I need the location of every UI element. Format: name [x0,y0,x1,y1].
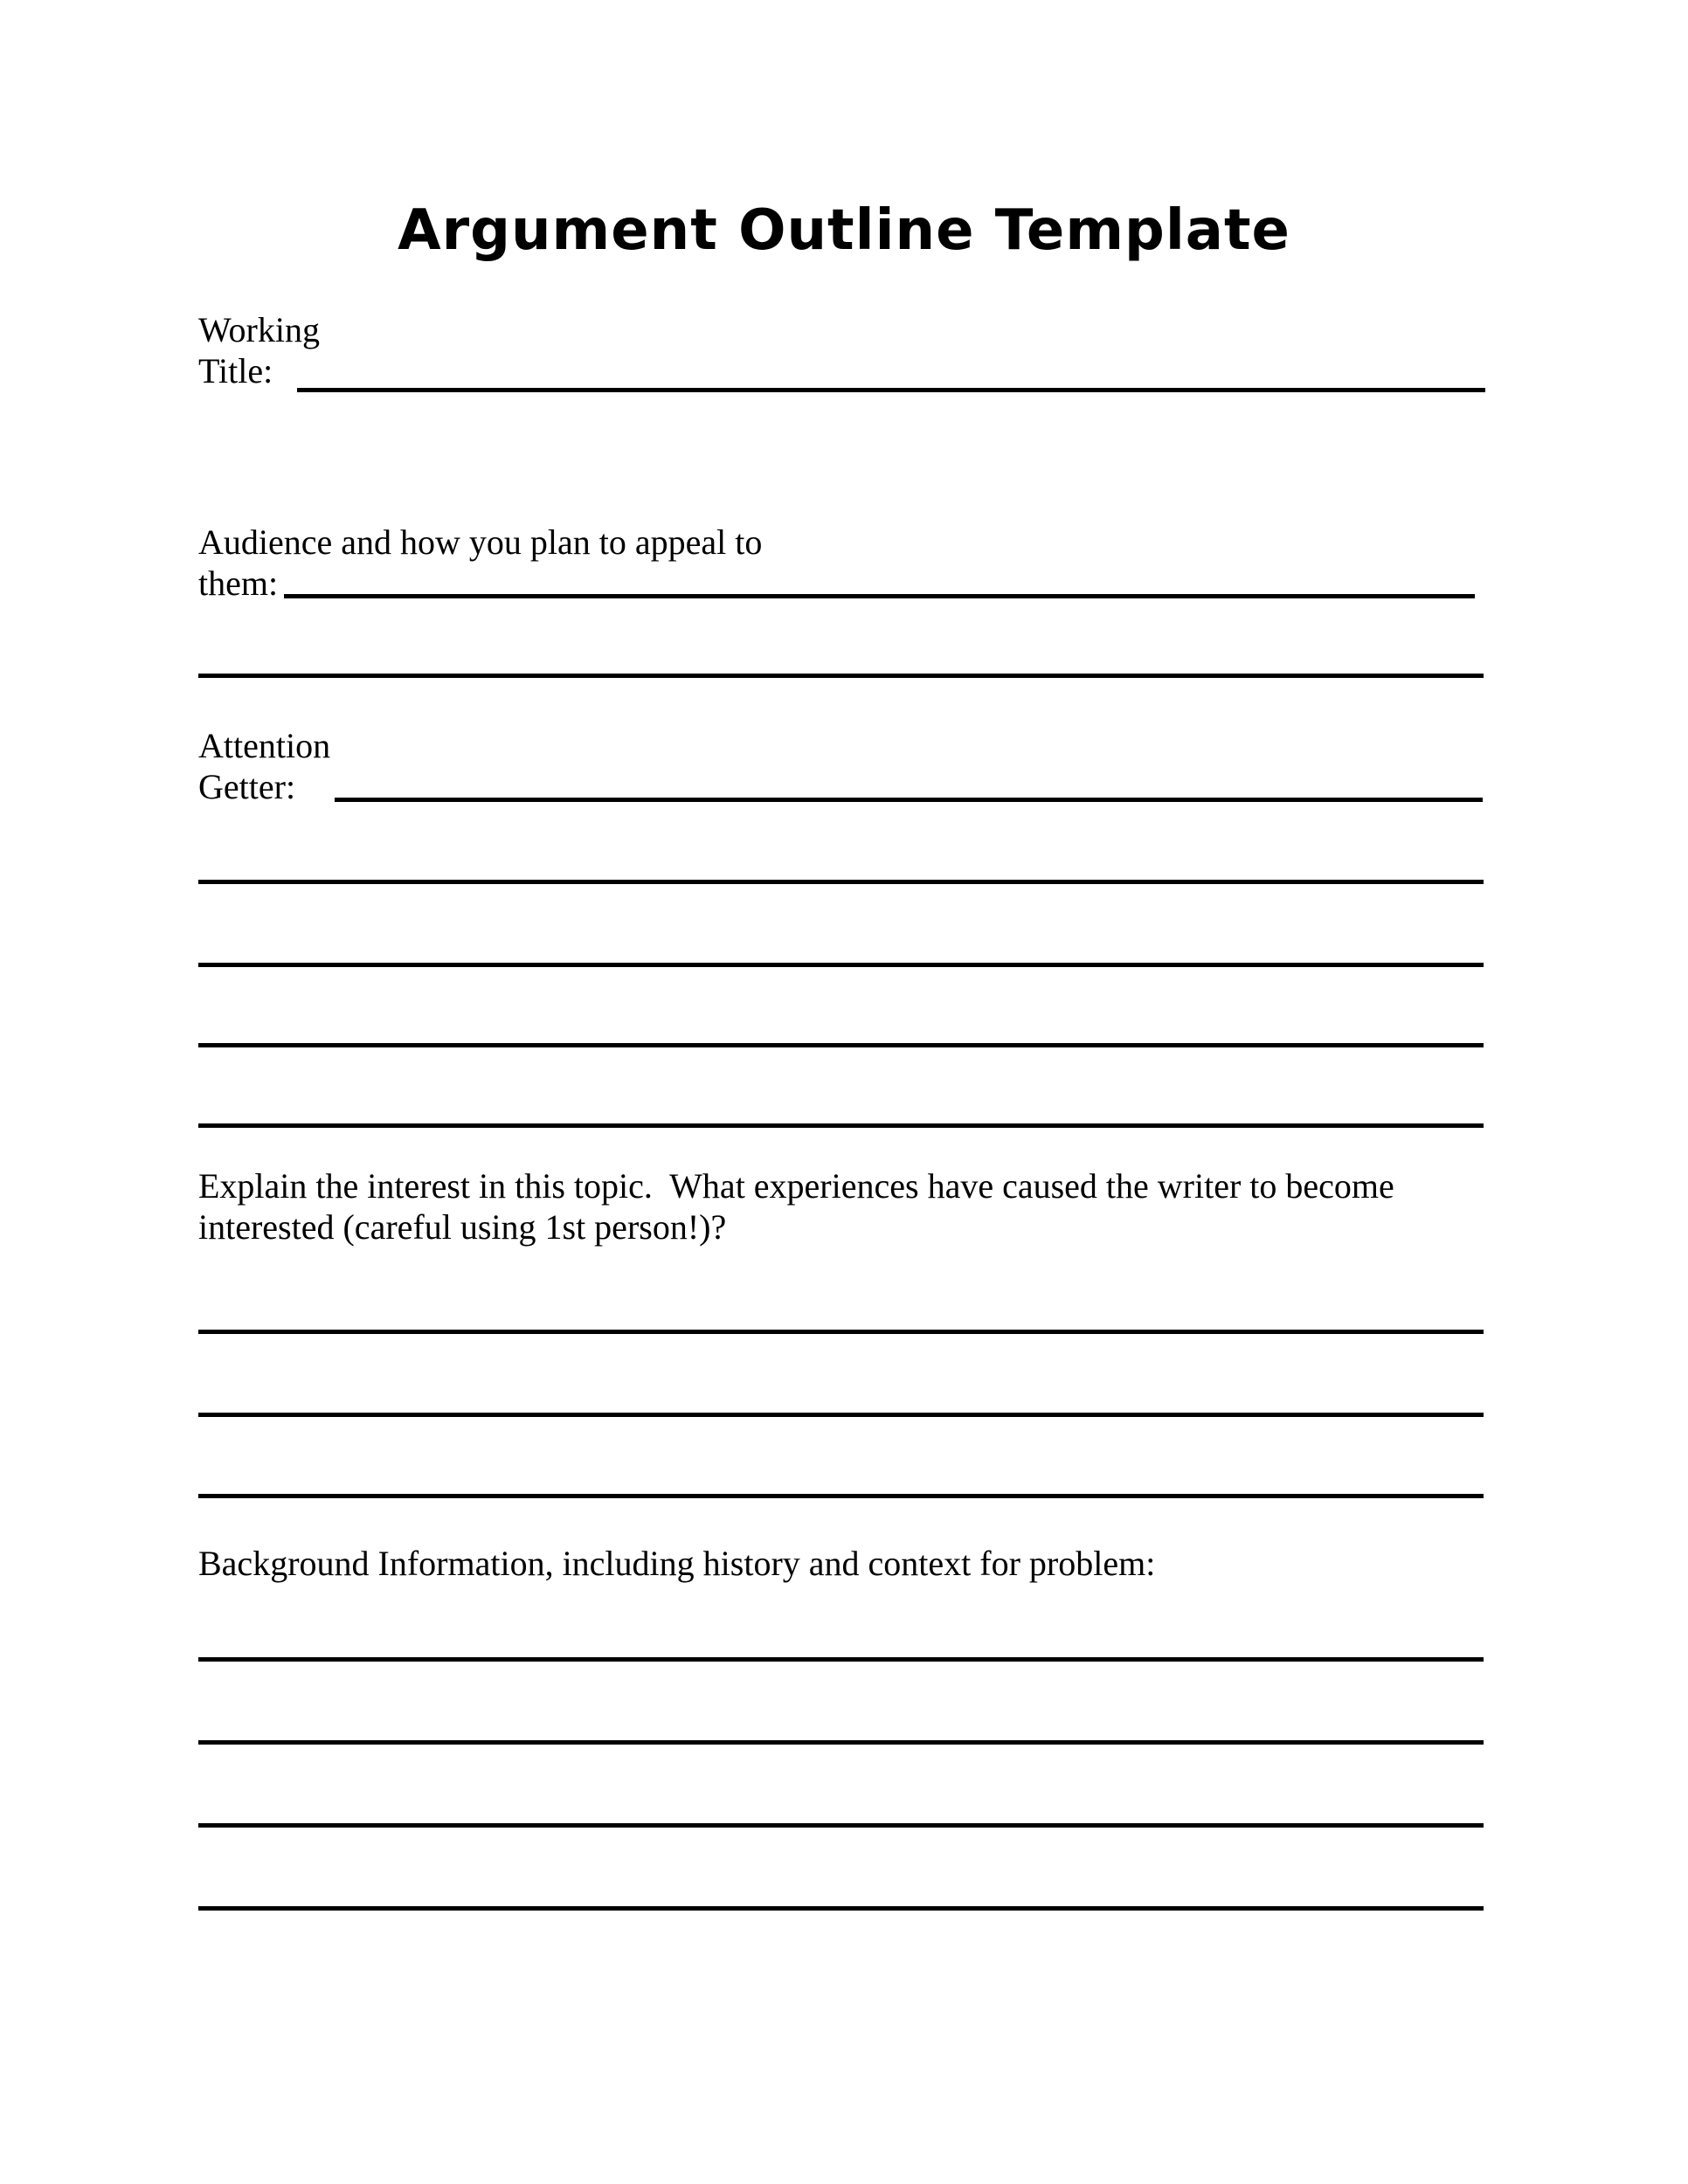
blank-line [198,674,1484,678]
working-title-blank-line [297,388,1485,392]
blank-line [198,880,1484,884]
blank-line [198,1413,1484,1417]
page-title: Argument Outline Template [398,198,1290,263]
blank-line [198,1494,1484,1498]
blank-line [198,963,1484,967]
explain-interest-label-line1: Explain the interest in this topic. What experiences have caused the writer to become [198,1166,1394,1206]
blank-line [198,1906,1484,1911]
blank-line [198,1043,1484,1047]
blank-line [198,1330,1484,1334]
audience-label-line2: them: [198,563,279,603]
background-info-label: Background Information, including history and context for problem: [198,1544,1156,1583]
blank-line [198,1657,1484,1662]
blank-line [198,1123,1484,1128]
working-title-label-line1: Working [198,310,320,349]
audience-blank-line [284,594,1475,598]
blank-line [198,1740,1484,1745]
explain-interest-label-line2: interested (careful using 1st person!)? [198,1207,727,1247]
blank-line [198,1823,1484,1828]
working-title-label-line2: Title: [198,351,273,390]
attention-getter-label-line2: Getter: [198,767,296,806]
attention-getter-blank-line [335,798,1483,802]
attention-getter-label-line1: Attention [198,726,331,765]
audience-label-line1: Audience and how you plan to appeal to [198,522,763,562]
